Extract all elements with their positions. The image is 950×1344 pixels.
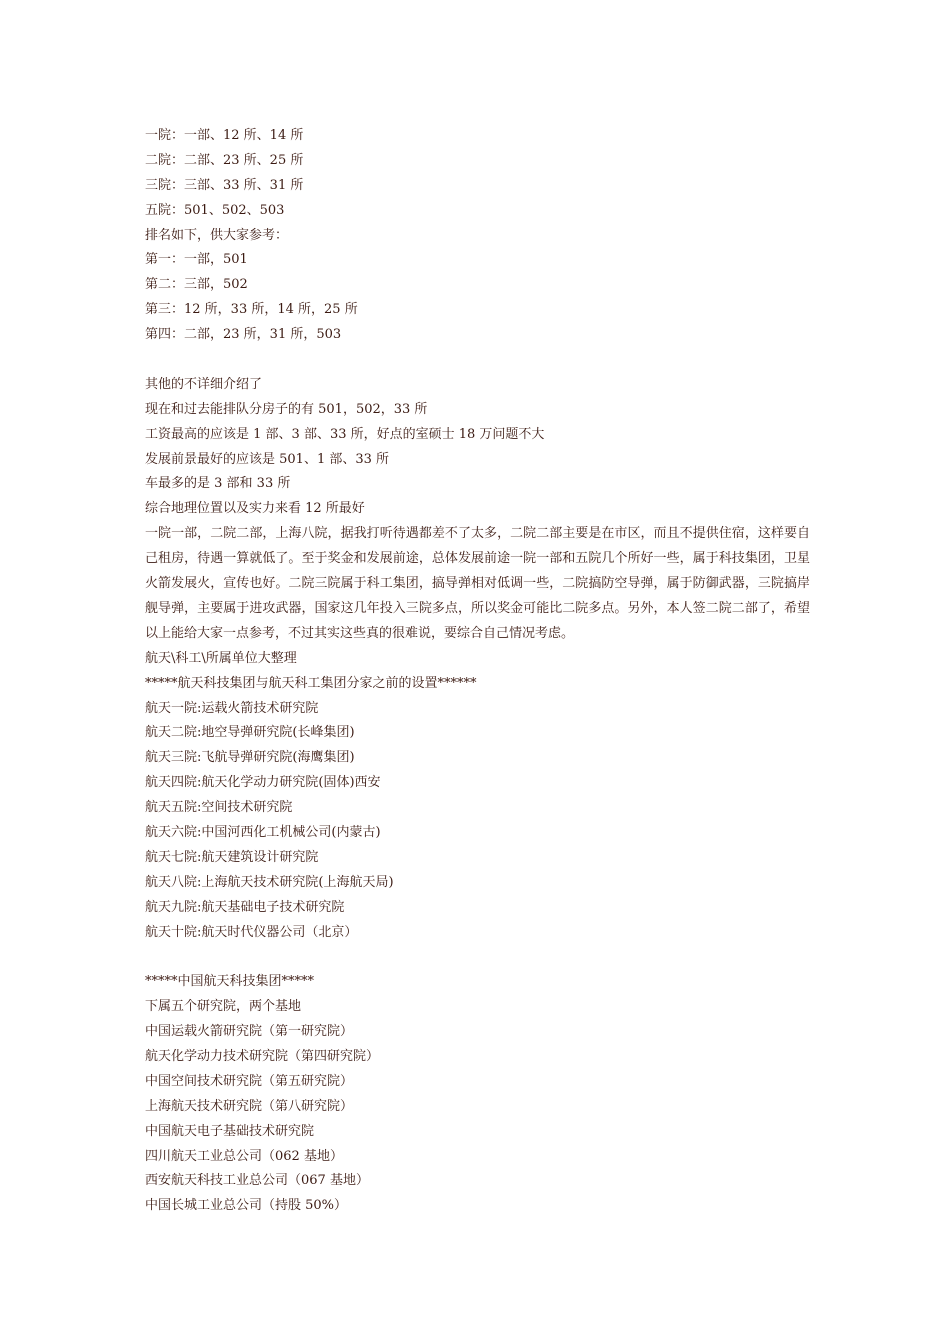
note-line: 工资最高的应该是 1 部、3 部、33 所，好点的室硕士 18 万问题不大 [145,426,545,442]
casc-line: 航天化学动力技术研究院（第四研究院） [145,1049,380,1065]
ranking-line: 第一：一部，501 [145,252,248,268]
casc-line: 上海航天技术研究院（第八研究院） [145,1098,354,1114]
blank-line [145,348,810,373]
ranking-line: 第四：二部，23 所，31 所，503 [145,327,342,343]
institute-line: 航天九院:航天基础电子技术研究院 [145,899,345,915]
casc-line: 四川航天工业总公司（062 基地） [145,1148,343,1164]
blank-line [145,945,810,970]
casc-line: 中国长城工业总公司（持股 50%） [145,1198,348,1214]
institute-line: 航天六院:中国河西化工机械公司(内蒙古) [145,825,381,841]
note-line: 综合地理位置以及实力来看 12 所最好 [145,501,365,517]
body-paragraph: 一院一部，二院二部，上海八院，据我打听待遇都差不了太多，二院二部主要是在市区，而且不提供住宿，这样要自己租房，待遇一算就低了。至于奖金和发展前途，总体发展前途一院一部和五院几个所好一些，属于科技集团，卫星火箭发展火，宣传也好。二院三院属于科工集团，搞导弹相对低调一些，二院搞防空导弹，属于防御武器，三院搞岸舰导弹，主要属于进攻武器，国家这几年投入三院多点，所以奖金可能比二院多点。另外，本人签二院二部了，希望以上能给大家一点参考，不过其实这些真的很难说，要综合自己情况考虑。 [145,526,810,641]
institute-line: 航天七院:航天建筑设计研究院 [145,849,319,865]
note-line: 车最多的是 3 部和 33 所 [145,476,291,492]
intro-line: 一院：一部、12 所、14 所 [145,128,304,143]
section-title: 航天\科工\所属单位大整理 [145,650,297,666]
document-page [145,124,810,1219]
casc-line: 中国空间技术研究院（第五研究院） [145,1073,354,1089]
old-setup-header: *****航天科技集团与航天科工集团分家之前的设置****** [145,675,477,691]
intro-line: 三院：三部、33 所、31 所 [145,177,304,193]
institute-line: 航天五院:空间技术研究院 [145,800,293,816]
casc-line: 西安航天科技工业总公司（067 基地） [145,1173,369,1189]
institute-line: 航天三院:飞航导弹研究院(海鹰集团) [145,750,355,766]
institute-line: 航天二院:地空导弹研究院(长峰集团) [145,725,355,741]
note-line: 其他的不详细介绍了 [145,376,263,392]
casc-line: 下属五个研究院，两个基地 [145,999,302,1015]
institute-line: 航天八院:上海航天技术研究院(上海航天局) [145,874,394,890]
intro-line: 二院：二部、23 所、25 所 [145,152,304,168]
ranking-line: 第三：12 所，33 所，14 所，25 所 [145,302,358,318]
ranking-line: 第二：三部，502 [145,277,248,293]
note-line: 现在和过去能排队分房子的有 501，502，33 所 [145,401,428,417]
casc-line: 中国航天电子基础技术研究院 [145,1123,315,1139]
intro-line: 排名如下，供大家参考： [145,227,289,243]
intro-line: 五院：501、502、503 [145,202,285,218]
institute-line: 航天一院:运载火箭技术研究院 [145,700,319,716]
note-line: 发展前景最好的应该是 501、1 部、33 所 [145,451,390,467]
casc-header: *****中国航天科技集团***** [145,974,315,990]
casc-line: 中国运载火箭研究院（第一研究院） [145,1024,354,1040]
institute-line: 航天四院:航天化学动力研究院(固体)西安 [145,775,381,791]
institute-line: 航天十院:航天时代仪器公司（北京） [145,924,358,940]
